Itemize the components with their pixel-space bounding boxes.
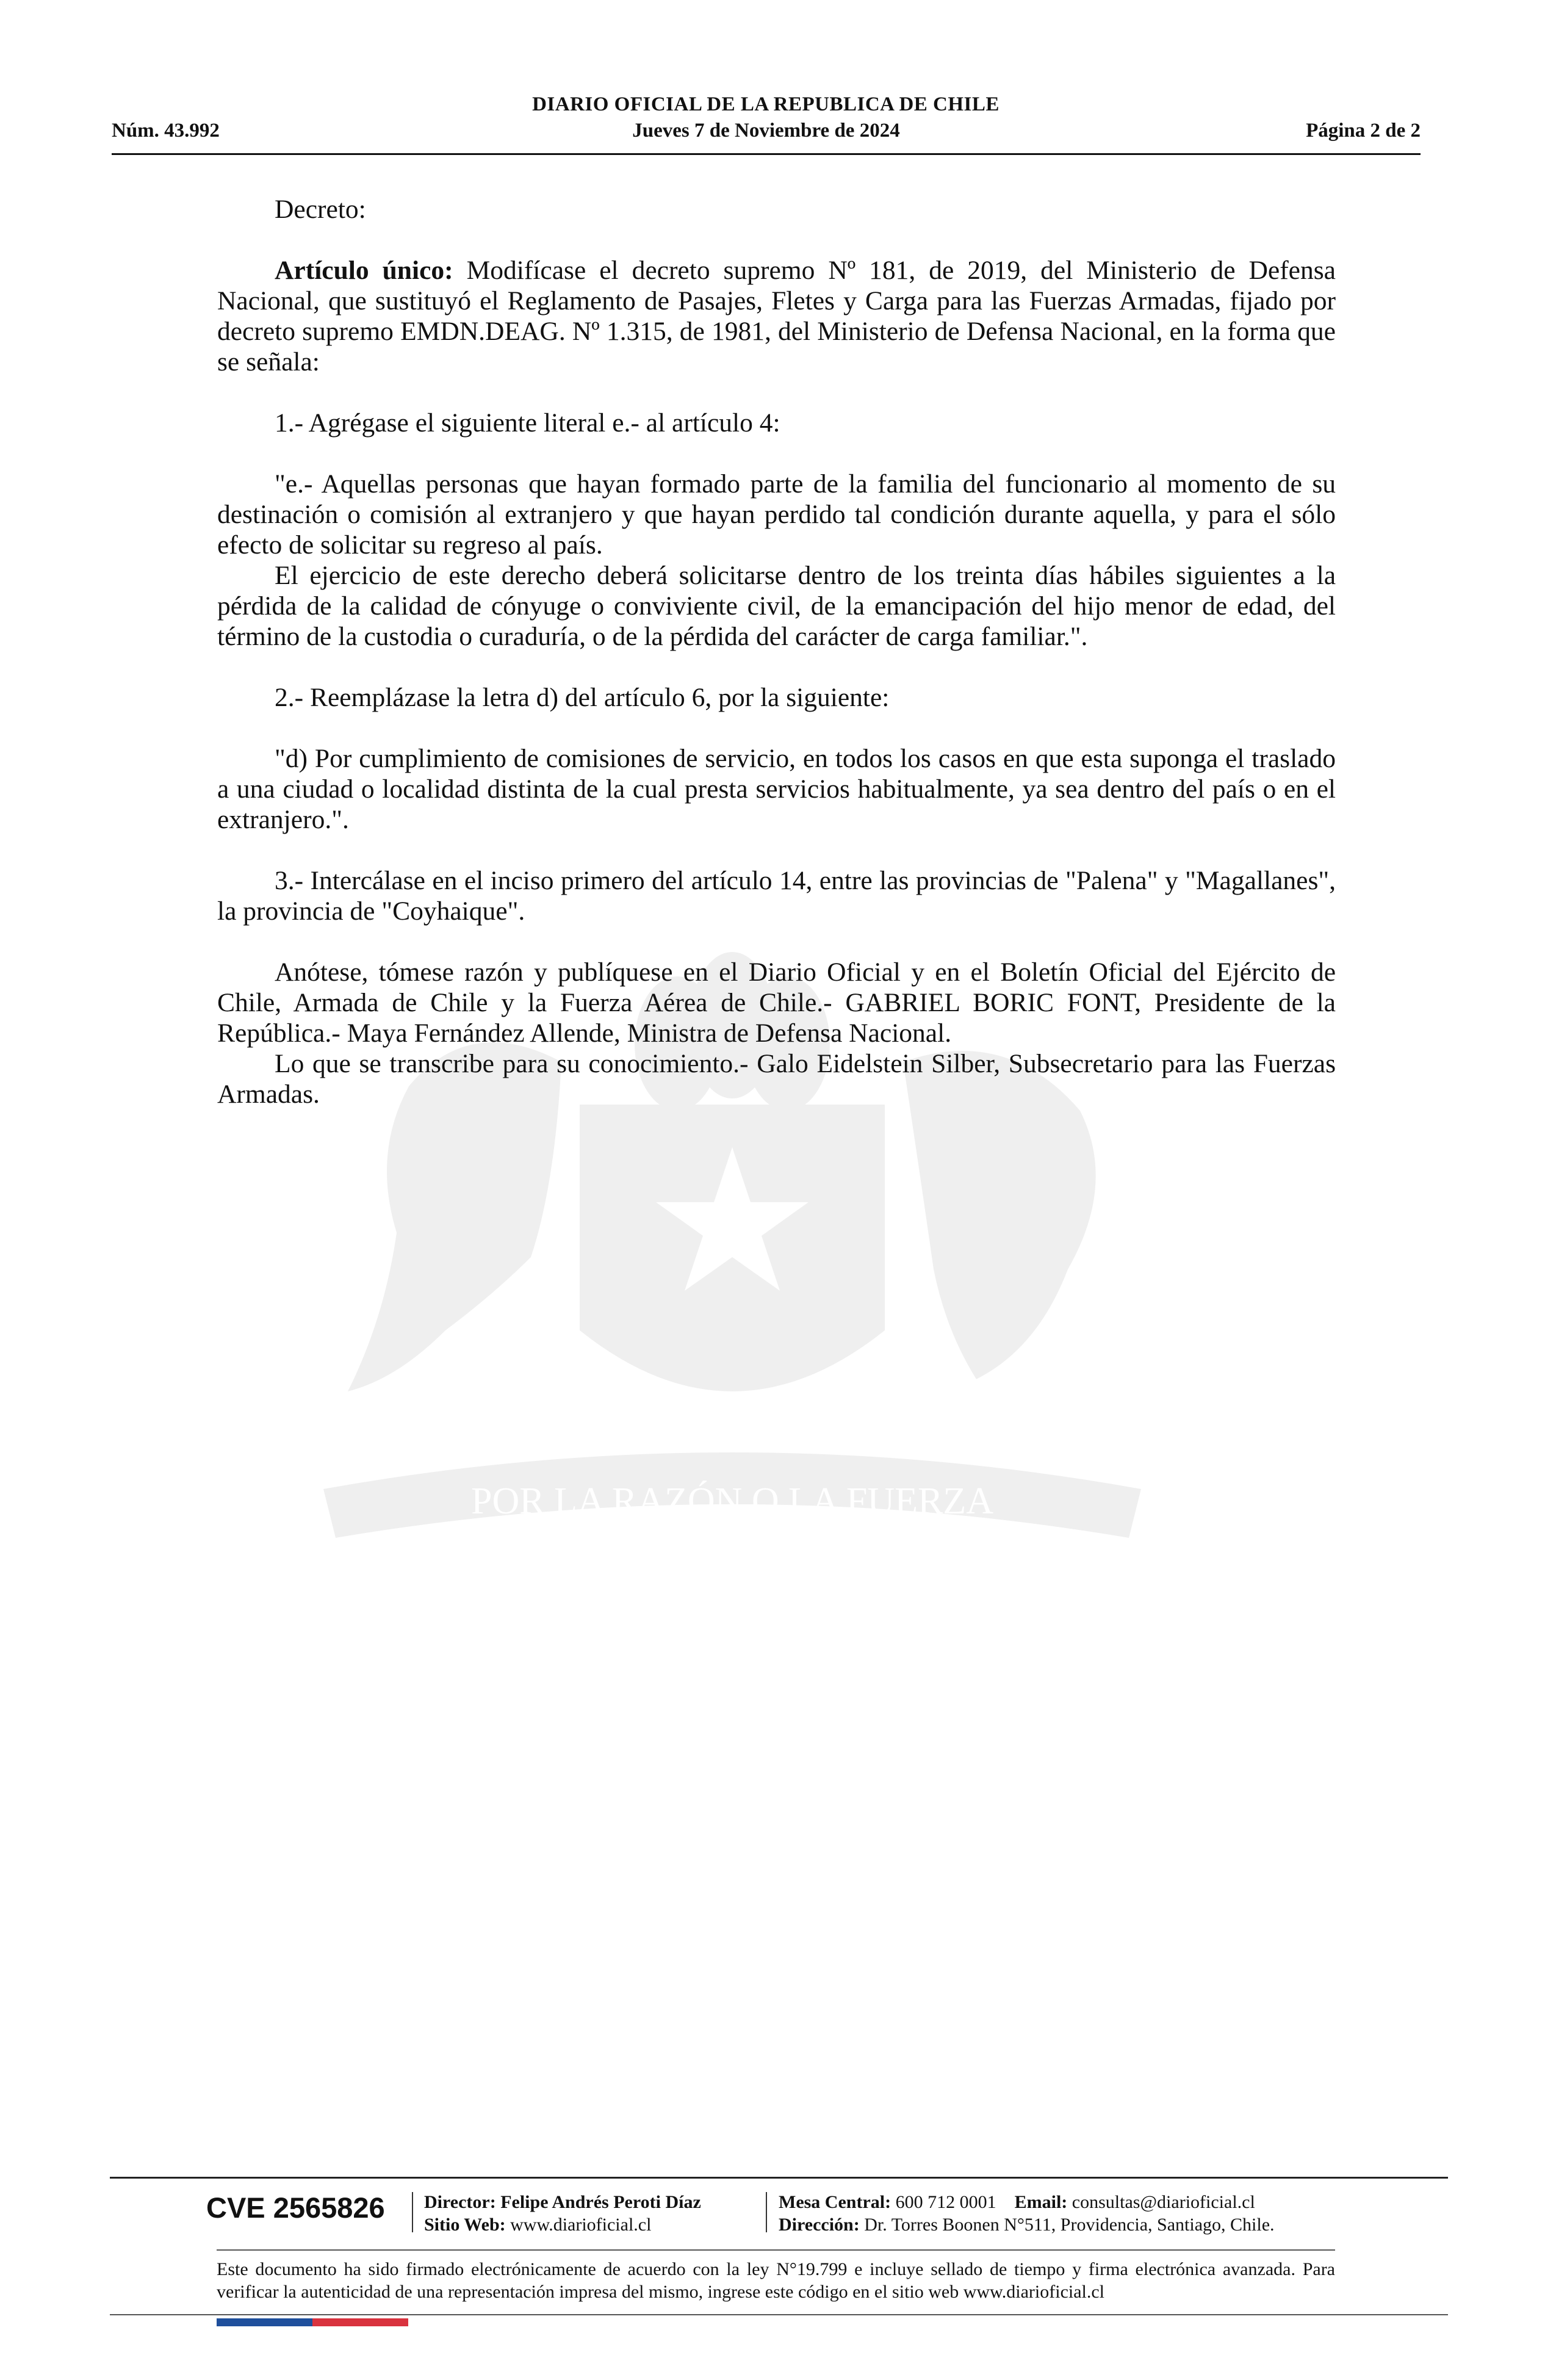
item-2-quote: "d) Por cumplimiento de comisiones de servicio, en todos los casos en que esta suponga el traslado a una ciudad o localidad distinta de la cual presta servicios habitualmente, ya sea dentro del país o en el extranjero.". [217, 744, 1336, 834]
issue-date: Jueves 7 de Noviembre de 2024 [632, 120, 900, 142]
header-divider [112, 153, 1421, 155]
mesa-label: Mesa Central: [779, 2192, 891, 2212]
director-name: Felipe Andrés Peroti Díaz [495, 2192, 701, 2212]
item-3: 3.- Intercálase en el inciso primero del artículo 14, entre las provincias de "Palena" y "Magallanes", la provincia de "Coyhaique". [217, 866, 1336, 926]
authenticity-note: Este documento ha sido firmado electrónicamente de acuerdo con la ley N°19.799 e incluye sellado de tiempo y firma electrónica avanzada. Para verificar la autenticidad de una representación impresa del mismo, ingrese este código en el sitio web www.diarioficial.cl [217, 2259, 1335, 2302]
flag-blue-segment [217, 2318, 312, 2326]
publication-title: DIARIO OFICIAL DE LA REPUBLICA DE CHILE [532, 93, 1000, 115]
flag-red-segment [312, 2318, 408, 2326]
director-label: Director: [424, 2192, 496, 2212]
footer-separator [766, 2192, 767, 2232]
footer-divider-top [110, 2177, 1448, 2179]
item-1: 1.- Agrégase el siguiente literal e.- al artículo 4: [275, 408, 780, 438]
articulo-unico [217, 255, 1336, 377]
issue-number: Núm. 43.992 [112, 120, 220, 142]
email-link[interactable]: consultas@diarioficial.cl [1067, 2192, 1255, 2212]
articulo-label: Artículo único: [275, 256, 453, 285]
website-link[interactable]: www.diarioficial.cl [505, 2215, 652, 2235]
item-1-quote-continued: El ejercicio de este derecho deberá solicitarse dentro de los treinta días hábiles siguientes a la pérdida de la calidad de cónyuge o conviviente civil, de la emancipación del hijo menor de edad, del término de la custodia o curaduría, o de la pérdida del carácter de carga familiar.". [217, 561, 1336, 651]
articulo-text: Modifícase el decreto supremo Nº 181, de 2019, del Ministerio de Defensa Nacional, que sustituyó el Reglamento de Pasajes, Fletes y Carga para las Fuerzas Armadas, fijado por decreto supremo EMDN.DEAG. Nº 1.315, de 1981, del Ministerio de Defensa Nacional, en la forma que se señala: [217, 256, 1336, 377]
cve-code: CVE 2565826 [206, 2191, 385, 2224]
decreto-heading: Decreto: [275, 195, 366, 224]
item-2: 2.- Reemplázase la letra d) del artículo 6, por la siguiente: [275, 683, 890, 712]
watermark-motto: POR LA RAZÓN O LA FUERZA [470, 1480, 994, 1522]
footer-separator [412, 2192, 413, 2232]
header-row [112, 120, 1421, 146]
document-body [217, 194, 1336, 1109]
email-label: Email: [1014, 2192, 1068, 2212]
flag-stripe [217, 2318, 408, 2326]
closing-paragraph: Anótese, tómese razón y publíquese en el Diario Oficial y en el Boletín Oficial del Ejército de Chile, Armada de Chile y la Fuerza Aérea de Chile.- GABRIEL BORIC FONT, Presidente de la República.- Maya Fernández Allende, Ministra de Defensa Nacional. [217, 957, 1336, 1048]
address-value: Dr. Torres Boonen N°511, Providencia, Santiago, Chile. [859, 2215, 1275, 2235]
footer-director-block [424, 2191, 701, 2236]
item-1-quote: "e.- Aquellas personas que hayan formado parte de la familia del funcionario al momento de su destinación o comisión al extranjero y que hayan perdido tal condición durante aquella, y para el sólo efecto de solicitar su regreso al país. [217, 469, 1336, 560]
page-indicator: Página 2 de 2 [1306, 120, 1421, 142]
transcribe-paragraph: Lo que se transcribe para su conocimiento.- Galo Eidelstein Silber, Subsecretario para las Fuerzas Armadas. [217, 1049, 1336, 1109]
address-label: Dirección: [779, 2215, 860, 2235]
website-label: Sitio Web: [424, 2215, 506, 2235]
footer-divider-mid [217, 2249, 1335, 2251]
footer-divider-bottom [110, 2314, 1448, 2315]
footer-contact-block [779, 2191, 1275, 2236]
mesa-phone: 600 712 0001 [891, 2192, 996, 2212]
